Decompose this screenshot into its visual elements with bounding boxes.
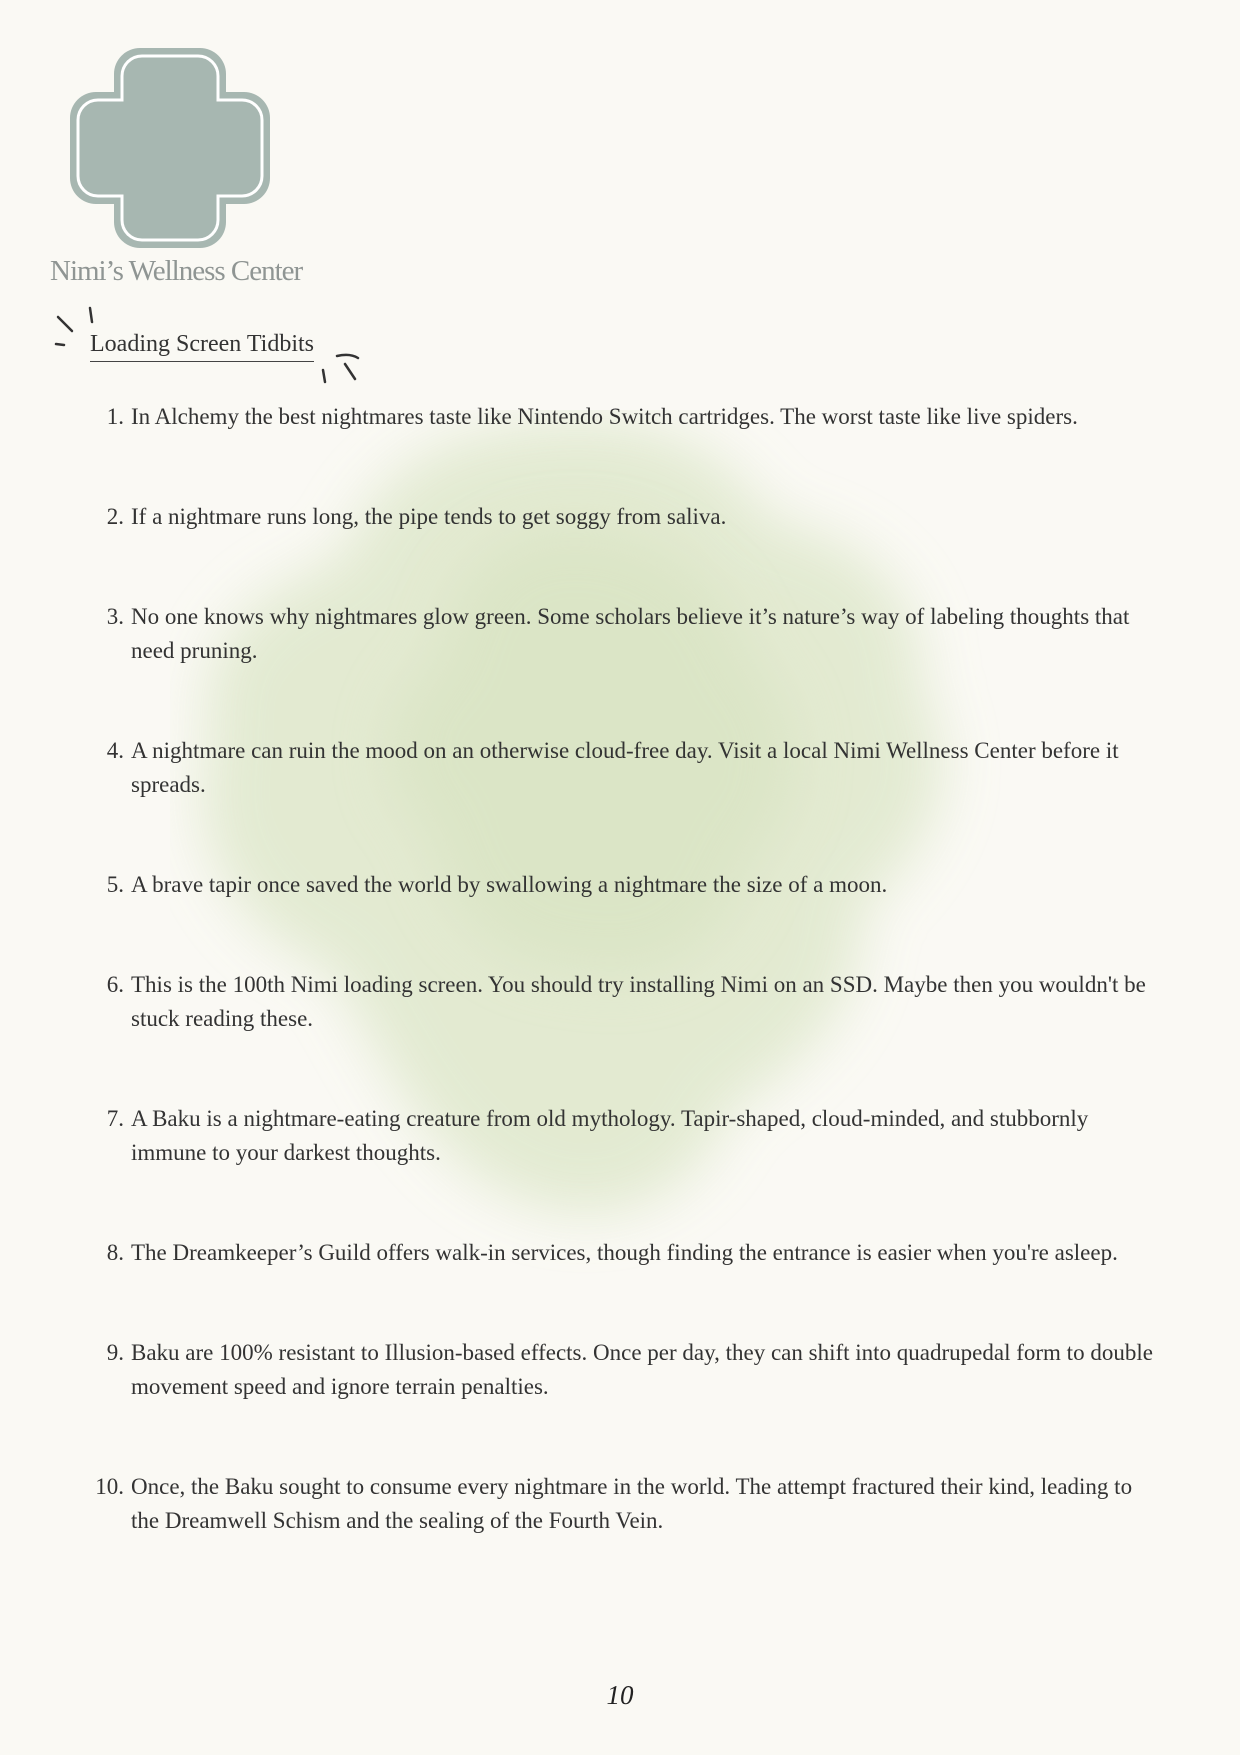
tidbit-number: 10. <box>95 1474 124 1499</box>
tidbit-number: 7. <box>106 1106 124 1131</box>
tidbit-item <box>80 400 1160 434</box>
tidbit-list <box>80 400 1160 1538</box>
tidbit-number: 5. <box>106 872 124 897</box>
tidbit-item <box>80 868 1160 902</box>
page-number: 10 <box>606 1680 634 1710</box>
tidbit-text: The Dreamkeeper’s Guild offers walk-in services, though finding the entrance is easier when you're asleep. <box>131 1240 1118 1265</box>
tidbit-number: 1. <box>106 404 124 429</box>
brand-name: Nimi’s Wellness Center <box>50 255 303 287</box>
tidbit-number: 8. <box>106 1240 124 1265</box>
tidbit-text: Once, the Baku sought to consume every nightmare in the world. The attempt fractured their kind, leading to the Dreamwell Schism and the sealing of the Fourth Vein. <box>131 1474 1133 1533</box>
tidbit-item <box>80 1470 1160 1538</box>
tidbit-item <box>80 600 1160 668</box>
tidbit-text: A Baku is a nightmare-eating creature from old mythology. Tapir-shaped, cloud-minded, and stubbornly immune to your darkest thoughts. <box>131 1106 1089 1165</box>
tidbit-number: 4. <box>106 738 124 763</box>
tidbit-number: 3. <box>106 604 124 629</box>
tidbit-number: 6. <box>106 972 124 997</box>
tidbit-text: A nightmare can ruin the mood on an otherwise cloud-free day. Visit a local Nimi Wellness Center before it spreads. <box>131 738 1119 797</box>
tidbit-text: If a nightmare runs long, the pipe tends to get soggy from saliva. <box>131 504 727 529</box>
tidbit-item <box>80 1102 1160 1170</box>
tidbit-number: 2. <box>106 504 124 529</box>
tidbit-text: A brave tapir once saved the world by swallowing a nightmare the size of a moon. <box>131 872 888 897</box>
tidbit-item <box>80 734 1160 802</box>
tidbit-item <box>80 1336 1160 1404</box>
section-title: Loading Screen Tidbits <box>90 331 314 362</box>
tidbit-text: No one knows why nightmares glow green. Some scholars believe it’s nature’s way of labeling thoughts that need pruning. <box>131 604 1130 663</box>
tidbit-text: Baku are 100% resistant to Illusion-based effects. Once per day, they can shift into quadrupedal form to double movement speed and ignore terrain penalties. <box>131 1340 1153 1399</box>
tidbit-text: This is the 100th Nimi loading screen. You should try installing Nimi on an SSD. Maybe then you wouldn't be stuck reading these. <box>131 972 1146 1031</box>
cross-icon <box>70 48 270 248</box>
tidbit-item <box>80 1236 1160 1270</box>
section-heading <box>50 300 370 390</box>
tidbit-item <box>80 968 1160 1036</box>
tidbit-number: 9. <box>106 1340 124 1365</box>
tidbit-text: In Alchemy the best nightmares taste like Nintendo Switch cartridges. The worst taste like live spiders. <box>131 404 1078 429</box>
tidbit-item <box>80 500 1160 534</box>
